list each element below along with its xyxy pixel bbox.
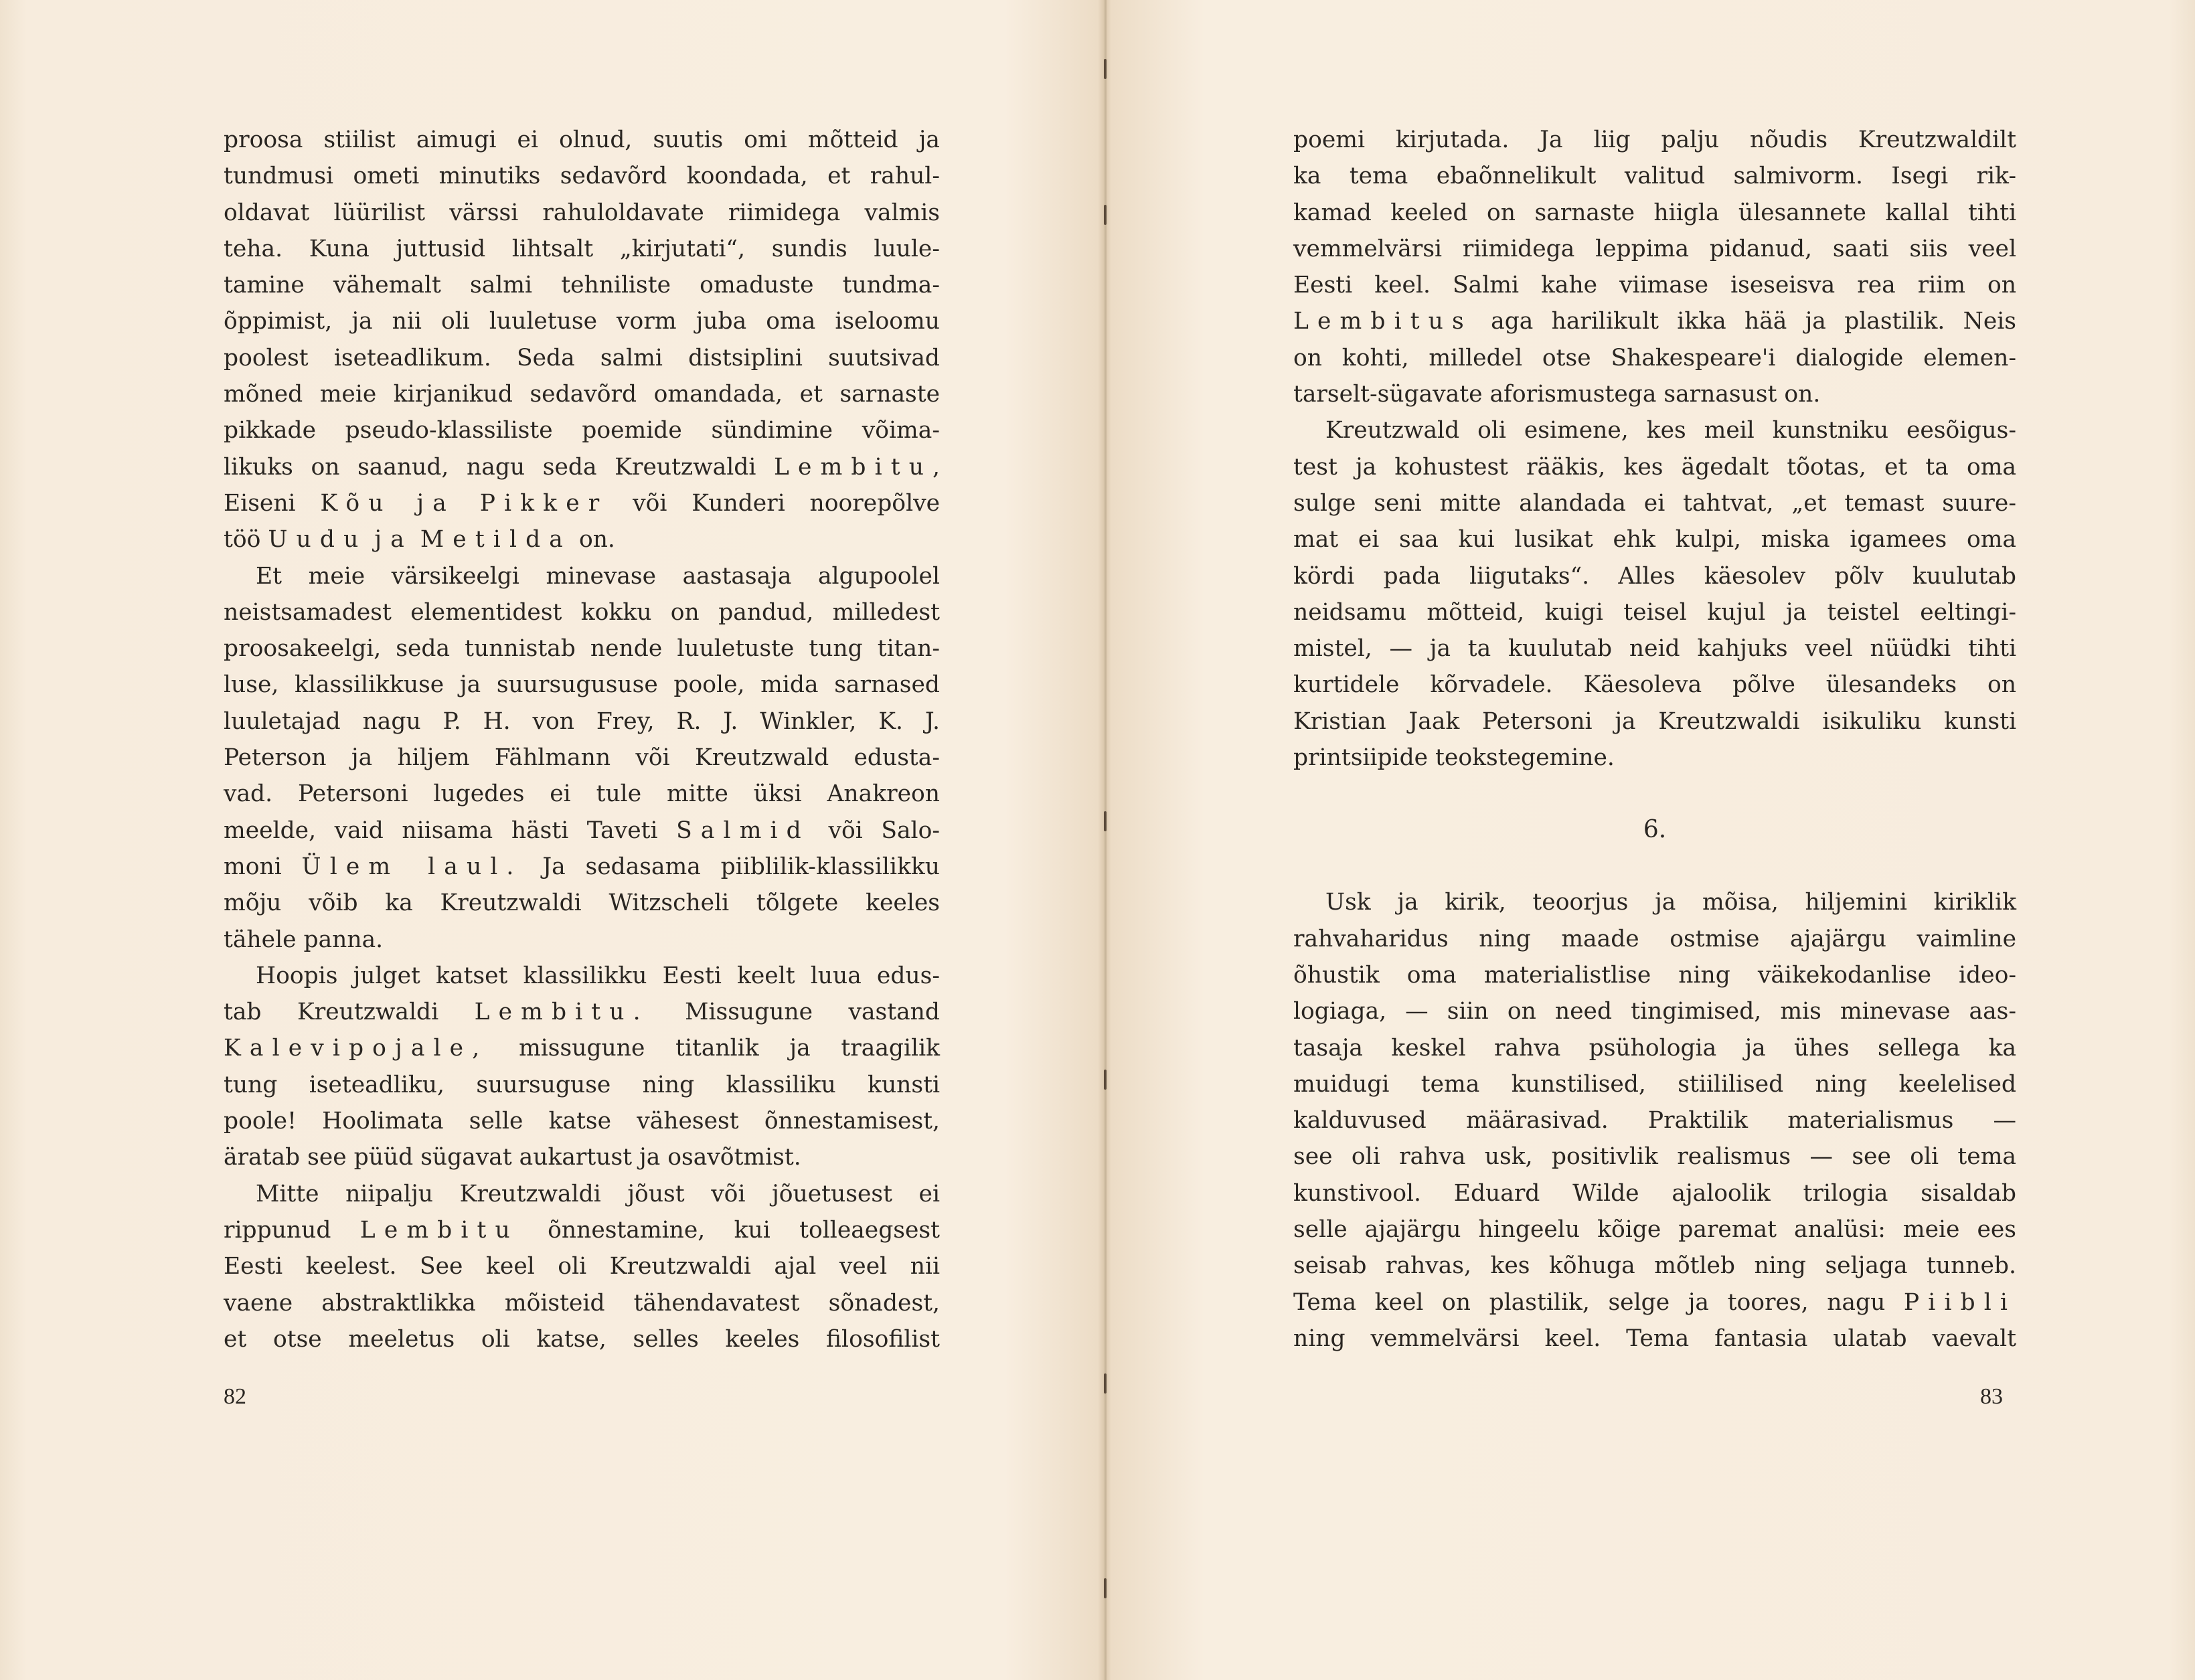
page-number: 83 (1980, 1384, 2003, 1409)
text-line: ning vemmelvärsi keel. Tema fantasia ulatab vaevalt (1293, 1325, 2016, 1352)
spaced-title: Metilda (420, 526, 572, 554)
text-segment: või Salo- (828, 817, 941, 844)
text-line (224, 849, 940, 885)
text-line: tung iseteadliku, suursuguse ning klassiliku kunsti (224, 1071, 940, 1098)
text-line: Kreutzwald oli esimene, kes meil kunstniku eesõigus- (1325, 417, 2016, 444)
text-line: õppimist, ja nii oli luuletuse vorm juba oma iseloomu (224, 308, 940, 335)
text-line: neidsamu mõtteid, kuigi teisel kujul ja teistel eeltingi- (1293, 598, 2016, 626)
text-line: vaene abstraktlikka mõisteid tähendavatest sõnadest, (224, 1289, 940, 1317)
spaced-title: Pikker (479, 489, 608, 517)
spaced-title: Uudu (268, 526, 368, 554)
text-line: kamad keeled on sarnaste hiigla ülesannete kallal tihti (1293, 199, 2016, 226)
spaced-word: ja (416, 489, 455, 517)
text-line: Peterson ja hiljem Fählmann või Kreutzwald edusta- (224, 744, 940, 772)
text-line: mat ei saa kui lusikat ehk kulpi, miska igamees oma (1293, 526, 2016, 554)
spaced-title: Lembitus (1293, 308, 1473, 335)
section-heading: 6. (1643, 816, 1667, 844)
book-gutter (1105, 0, 1107, 1680)
text-line (224, 521, 940, 558)
page-number: 82 (224, 1384, 246, 1409)
text-line: mõned meie kirjanikud sedavõrd omandada, et sarnaste (224, 381, 940, 408)
spaced-title: Lembitu. (474, 999, 649, 1026)
text-line: tundmusi ometi minutiks sedavõrd koondada, et rahul- (224, 163, 940, 190)
text-line: kalduvused määrasivad. Praktilik materialismus — (1293, 1107, 2016, 1135)
spaced-title: Lembitu (774, 453, 933, 481)
text-segment: Missugune vastand (685, 999, 940, 1026)
binding-stitch (1098, 59, 1113, 79)
text-segment: missugune titanlik ja traagilik (519, 1035, 941, 1062)
text-line: see oli rahva usk, positivlik realismus — see oli tema (1293, 1143, 2016, 1171)
text-segment: õnnestamine, kui tolleaegsest (548, 1216, 940, 1244)
text-line: vemmelvärsi riimidega leppima pidanud, saati siis veel (1293, 235, 2016, 262)
spaced-title: Kõu (320, 489, 392, 517)
text-line: test ja kohustest rääkis, kes ägedalt tõotas, et ta oma (1293, 453, 2016, 481)
text-line: tarselt-sügavate aforismustega sarnasust on. (1293, 381, 1821, 408)
text-line (224, 994, 940, 1030)
text-line: kördi pada liigutaks“. Alles käesolev põlv kuulutab (1293, 562, 2016, 590)
text-line: neistsamadest elementidest kokku on pandud, milledest (224, 598, 940, 626)
spaced-title: Lembitu (359, 1216, 519, 1244)
spaced-title: Kalevipojale, (224, 1035, 489, 1062)
text-line (1293, 303, 2016, 339)
binding-stitch (1098, 1578, 1113, 1598)
text-segment: Eiseni (224, 489, 296, 517)
right-page-text (1293, 122, 2016, 1357)
text-line (224, 485, 940, 521)
text-line: sulge seni mitte alandada ei tahtvat, „et temast suure- (1293, 489, 2016, 517)
text-line: mõju võib ka Kreutzwaldi Witzscheli tõlgete keeles (224, 890, 940, 917)
text-line: mistel, — ja ta kuulutab neid kahjuks veel nüüdki tihti (1293, 635, 2016, 663)
text-line: Et meie värsikeelgi minevase aastasaja algupoolel (256, 562, 940, 590)
text-line: Kristian Jaak Petersoni ja Kreutzwaldi isikuliku kunsti (1293, 707, 2016, 735)
text-line: seisab rahvas, kes kõhuga mõtleb ning seljaga tunneb. (1293, 1252, 2016, 1280)
text-line: kunstivool. Eduard Wilde ajaloolik trilogia sisaldab (1293, 1179, 2016, 1207)
text-line: Usk ja kirik, teoorjus ja mõisa, hiljemini kiriklik (1325, 889, 2016, 916)
text-line: õhustik oma materialistlise ning väikekodanlise ideo- (1293, 961, 2016, 989)
text-line: oldavat lüürilist värssi rahuloldavate riimidega valmis (224, 199, 940, 226)
text-line: Hoopis julget katset klassilikku Eesti keelt luua edus- (256, 962, 940, 989)
text-line: Mitte niipalju Kreutzwaldi jõust või jõuetusest ei (256, 1180, 940, 1207)
text-segment: aga harilikult ikka hää ja plastilik. Neis (1491, 308, 2016, 335)
text-line: likuks on saanud, nagu seda Kreutzwaldi Lembitu, (224, 453, 940, 481)
text-line: poole! Hoolimata selle katse vähesest õnnestamisest, (224, 1108, 940, 1135)
text-line: Eesti keelest. See keel oli Kreutzwaldi ajal veel nii (224, 1253, 940, 1280)
text-line: kurtidele kõrvadele. Käesoleva põlve ülesandeks on (1293, 671, 2016, 699)
binding-stitch (1098, 811, 1113, 831)
text-line: äratab see püüd sügavat aukartust ja osavõtmist. (224, 1144, 801, 1171)
text-segment: meelde, vaid niisama hästi Taveti (224, 817, 658, 844)
text-line (224, 813, 940, 849)
text-segment: tab Kreutzwaldi (224, 999, 439, 1026)
text-segment: Ja sedasama piiblilik-klassilikku (542, 853, 941, 880)
text-line: printsiipide teokstegemine. (1293, 744, 1615, 772)
text-line: teha. Kuna juttusid lihtsalt „kirjutati“, sundis luule- (224, 235, 940, 262)
binding-stitch (1098, 205, 1113, 225)
spaced-title: Piibli (1903, 1288, 2016, 1316)
binding-stitch (1098, 1070, 1113, 1090)
left-page-text (224, 122, 940, 1357)
text-line: logiaga, — siin on need tingimised, mis minevase aas- (1293, 998, 2016, 1025)
text-line: tähele panna. (224, 926, 384, 953)
text-line: et otse meeletus oli katse, selles keeles filosofilist (224, 1325, 940, 1353)
text-line: tamine vähemalt salmi tehniliste omaduste tundma- (224, 272, 940, 299)
text-line: luse, klassilikkuse ja suursugususe poole, mida sarnased (224, 671, 940, 699)
text-line: poemi kirjutada. Ja liig palju nõudis Kreutzwaldilt (1293, 127, 2016, 153)
text-segment: või Kunderi noorepõlve (633, 489, 941, 517)
text-line: ka tema ebaõnnelikult valitud salmivorm. Isegi rik- (1293, 163, 2016, 190)
text-segment: likuks on saanud, nagu seda Kreutzwaldi (224, 453, 756, 481)
text-line (224, 1030, 940, 1066)
text-line: poolest iseteadlikum. Seda salmi distsiplini suutsivad (224, 344, 940, 371)
text-line (224, 1212, 940, 1248)
text-line: pikkade pseudo-klassiliste poemide sündimine võima- (224, 417, 940, 444)
text-line: muidugi tema kunstilised, stiililised ning keelelised (1293, 1070, 2016, 1098)
text-line: selle ajajärgu hingeelu kõige paremat analüsi: meie ees (1293, 1216, 2016, 1244)
text-segment: rippunud (224, 1216, 331, 1244)
spaced-word: ja (374, 526, 413, 554)
spaced-title: Salmid (676, 817, 810, 844)
text-line: proosakeelgi, seda tunnistab nende luuletuste tung titan- (224, 635, 940, 663)
text-line: tasaja keskel rahva psühologia ja ühes sellega ka (1293, 1034, 2016, 1062)
binding-stitch (1098, 1373, 1113, 1394)
text-line: proosa stiilist aimugi ei olnud, suutis omi mõtteid ja (224, 127, 940, 153)
text-line (1293, 1284, 2016, 1321)
text-line: rahvaharidus ning maade ostmise ajajärgu vaimline (1293, 925, 2016, 952)
text-segment: töö (224, 526, 261, 554)
text-segment: on. (578, 526, 615, 554)
text-segment: Tema keel on plastilik, selge ja toores, nagu (1293, 1288, 1886, 1316)
text-line: on kohti, milledel otse Shakespeare'i dialogide elemen- (1293, 344, 2016, 371)
text-segment: moni (224, 853, 282, 880)
spaced-title: Ülem laul. (301, 853, 523, 880)
text-line: vad. Petersoni lugedes ei tule mitte üksi Anakreon (224, 780, 940, 808)
text-line: luuletajad nagu P. H. von Frey, R. J. Winkler, K. J. (224, 707, 940, 735)
text-line: Eesti keel. Salmi kahe viimase iseseisva rea riim on (1293, 272, 2016, 299)
